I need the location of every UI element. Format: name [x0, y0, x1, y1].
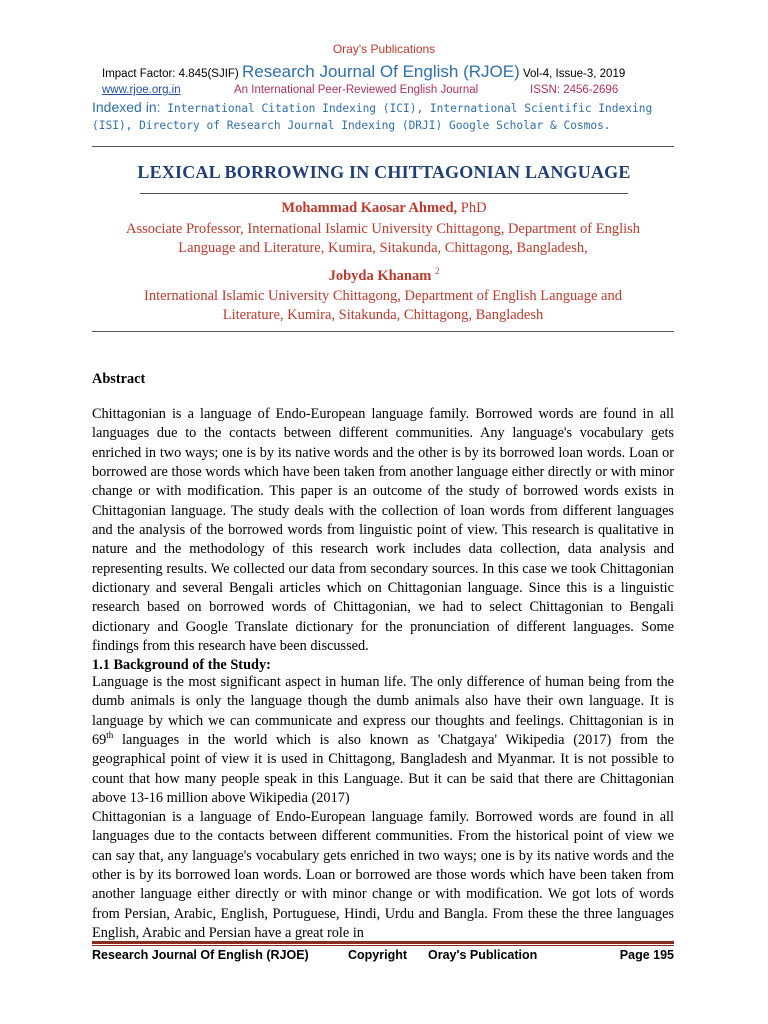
bg-p1-superscript: th: [106, 730, 114, 741]
abstract-text: Chittagonian is a language of Endo-European language family. Borrowed words are found in all languages due to the contacts between different communities. Any language's vocabulary gets enriched in two ways; one is by its native words and the other is by its borrowed loan words. Loan or borrowed are those words which have been taken from another language either directly or with minor change or with modification. This paper is an outcome of the study of borrowed words exists in Chittagonian language. The study deals with the collection of loan words from different languages and the analysis of the borrowed words from linguistic point of view. This research is qualitative in nature and the methodology of this research work includes data collection, data analysis and representing results. We collected our data from secondary sources. In this case we took Chittagonian dictionary and several Bengali articles which on Chittagonian language. Since this is a linguistic research based on borrowed words of Chittagonian, we had to select Chittagonian to Bengali dictionary and Google Translate dictionary for the pronunciation of different languages. Some findings from this research have been discussed.: [92, 406, 674, 655]
abstract-heading: Abstract: [92, 371, 146, 387]
indexed-line-2: (ISI), Directory of Research Journal Indexing (DRJI) Google Scholar & Cosmos.: [92, 119, 611, 132]
article-title: LEXICAL BORROWING IN CHITTAGONIAN LANGUAGE: [137, 162, 631, 182]
author-1-affil-line-2: Language and Literature, Kumira, Sitakunda, Chittagong, Bangladesh,: [178, 240, 588, 256]
title-divider: [140, 193, 628, 194]
author-1-affiliation: [92, 220, 674, 258]
journal-website-link[interactable]: www.rjoe.org.in: [102, 84, 181, 96]
author-2-superscript: 2: [434, 266, 440, 277]
volume-issue: Vol-4, Issue-3, 2019: [522, 68, 626, 80]
section-heading-background: 1.1 Background of the Study:: [92, 657, 271, 673]
author-1-degree: PhD: [457, 200, 487, 216]
header-divider: [92, 146, 674, 147]
impact-factor: Impact Factor: 4.845(SJIF): [102, 68, 239, 80]
footer-rule-thin: [92, 945, 674, 946]
author-1-affil-line-1: Associate Professor, International Islamic University Chittagong, Department of English: [125, 221, 641, 237]
journal-meta-line: [102, 62, 682, 82]
indexed-label: Indexed in:: [92, 99, 161, 115]
author-1: [0, 200, 768, 217]
author-2-affiliation: [92, 287, 674, 325]
footer-publisher: Oray's Publication: [428, 948, 538, 962]
bg-p1-part-a: Language is the most significant aspect in human life. The only difference of human being from the dumb animals is only the language though the dumb animals also have their own language. It is language by which we can communicate and express our thoughts and feelings. Chittagonian is in 69: [92, 674, 674, 749]
peer-reviewed-label: An International Peer-Reviewed English Journal: [234, 84, 479, 96]
journal-links-line: [102, 84, 682, 100]
footer-journal: Research Journal Of English (RJOE): [92, 948, 309, 962]
author-2: [0, 268, 768, 285]
background-paragraph-1: [92, 673, 674, 808]
footer-copyright: Copyright: [348, 948, 408, 962]
page-number: Page 195: [619, 948, 674, 962]
indexing-info: [92, 99, 682, 134]
journal-name: Research Journal Of English (RJOE): [241, 62, 520, 81]
bg-p1-part-b: languages in the world which is also known as 'Chatgaya' Wikipedia (2017) from the geographical point of view it is used in Chittagong, Bangladesh and Myanmar. It is not possible to count that how many people speak in this Language. But it can be said that there are Chittagonian above 13-16 million above Wikipedia (2017): [92, 732, 674, 807]
page-footer: [92, 948, 674, 966]
author-2-affil-line-2: Literature, Kumira, Sitakunda, Chittagong, Bangladesh: [222, 307, 544, 323]
author-1-name: Mohammad Kaosar Ahmed,: [281, 200, 458, 216]
issn-label: ISSN: 2456-2696: [530, 84, 619, 96]
background-paragraph-2: Chittagonian is a language of Endo-European language family. Borrowed words are found in all languages due to the contacts between different communities. From the historical point of view we can say that, any language's vocabulary gets enriched in two ways; one is by its native words and the other is by its borrowed loan words. Loan or borrowed are those words which have been taken from another language either directly or with minor change or with modification. We got lots of words from Persian, Arabic, English, Portuguese, Hindi, Urdu and Bangla. From these the three languages English, Arabic and Persian have a great role in: [92, 809, 674, 942]
publisher-name: Oray's Publications: [332, 42, 436, 56]
author-2-affil-line-1: International Islamic University Chittagong, Department of English Language and: [144, 288, 622, 304]
author-2-name: Jobyda Khanam: [328, 268, 435, 284]
indexed-line-1: International Citation Indexing (ICI), International Scientific Indexing: [160, 102, 653, 115]
footer-rule-thick: [92, 941, 674, 944]
authors-divider: [92, 331, 674, 332]
